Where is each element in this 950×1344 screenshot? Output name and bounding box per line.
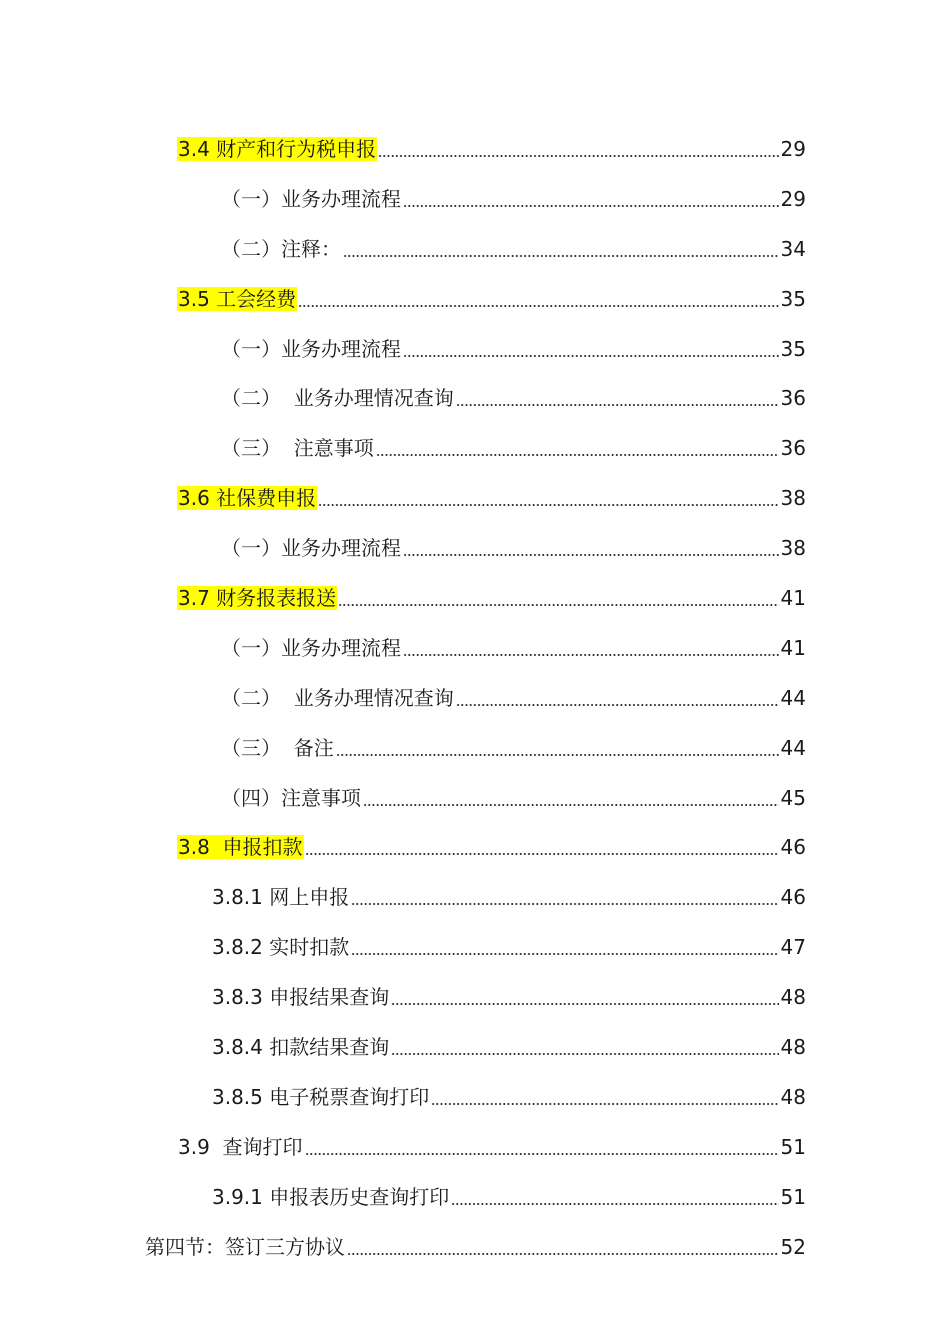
toc-entry[interactable] bbox=[0, 224, 806, 274]
toc-dot-leader bbox=[347, 1253, 779, 1255]
toc-page-number: 35 bbox=[780, 286, 806, 311]
toc-entry[interactable] bbox=[0, 573, 806, 623]
toc-entry-title: （三） 注意事项 bbox=[221, 436, 374, 461]
toc-entry-title: （二） 业务办理情况查询 bbox=[221, 386, 454, 411]
toc-entry-title: （三） 备注 bbox=[221, 735, 334, 760]
toc-dot-leader bbox=[298, 305, 778, 307]
toc-dot-leader bbox=[351, 953, 778, 955]
toc-entry-title: 3.9 查询打印 bbox=[178, 1134, 303, 1159]
toc-entry[interactable] bbox=[0, 922, 806, 972]
toc-entry-title: 3.8.1 网上申报 bbox=[212, 885, 350, 910]
toc-dot-leader bbox=[305, 853, 779, 855]
toc-page-number: 36 bbox=[780, 436, 806, 461]
toc-entry-title: （二） 业务办理情况查询 bbox=[221, 685, 454, 710]
toc-page-number: 46 bbox=[780, 835, 806, 860]
toc-page-number: 44 bbox=[780, 685, 806, 710]
toc-page-number: 44 bbox=[780, 735, 806, 760]
toc-entry-title: （一）业务办理流程 bbox=[221, 536, 401, 561]
toc-dot-leader bbox=[376, 454, 779, 456]
toc-dot-leader bbox=[318, 504, 778, 506]
toc-dot-leader bbox=[336, 754, 779, 756]
toc-dot-leader bbox=[363, 804, 779, 806]
toc-entry-title: （一）业务办理流程 bbox=[221, 336, 401, 361]
toc-entry-title: 3.9.1 申报表历史查询打印 bbox=[212, 1184, 450, 1209]
toc-entry[interactable] bbox=[0, 373, 806, 423]
toc-page-number: 29 bbox=[780, 186, 806, 211]
toc-page-number: 51 bbox=[780, 1134, 806, 1159]
toc-entry[interactable] bbox=[0, 274, 806, 324]
toc-dot-leader bbox=[378, 155, 778, 157]
toc-entry[interactable] bbox=[0, 673, 806, 723]
toc-dot-leader bbox=[431, 1103, 778, 1105]
toc-page-number: 35 bbox=[780, 336, 806, 361]
toc-page-number: 41 bbox=[780, 635, 806, 660]
toc-page-number: 48 bbox=[780, 985, 806, 1010]
toc-dot-leader bbox=[351, 903, 778, 905]
toc-page-number: 45 bbox=[780, 785, 806, 810]
table-of-contents bbox=[0, 124, 950, 1271]
toc-page-number: 34 bbox=[780, 236, 806, 261]
toc-entry[interactable] bbox=[0, 972, 806, 1022]
toc-dot-leader bbox=[456, 404, 779, 406]
toc-entry[interactable] bbox=[0, 822, 806, 872]
toc-entry[interactable] bbox=[0, 723, 806, 773]
toc-page-number: 46 bbox=[780, 885, 806, 910]
toc-dot-leader bbox=[338, 604, 778, 606]
toc-entry-title: 3.8.2 实时扣款 bbox=[212, 935, 350, 960]
toc-page-number: 48 bbox=[780, 1084, 806, 1109]
toc-dot-leader bbox=[343, 255, 779, 257]
toc-entry-title: （一）业务办理流程 bbox=[221, 186, 401, 211]
toc-page-number: 38 bbox=[780, 486, 806, 511]
toc-entry-title: （四）注意事项 bbox=[221, 785, 361, 810]
toc-dot-leader bbox=[391, 1003, 778, 1005]
toc-entry-title: 3.8 申报扣款 bbox=[178, 835, 303, 860]
toc-entry[interactable] bbox=[0, 872, 806, 922]
toc-entry[interactable] bbox=[0, 324, 806, 374]
toc-entry[interactable] bbox=[0, 124, 806, 174]
toc-page-number: 41 bbox=[780, 585, 806, 610]
toc-entry-title: 3.8.4 扣款结果查询 bbox=[212, 1034, 390, 1059]
toc-page-number: 51 bbox=[780, 1184, 806, 1209]
toc-entry-title: 3.6 社保费申报 bbox=[178, 486, 317, 511]
toc-page-number: 52 bbox=[780, 1234, 806, 1259]
toc-entry[interactable] bbox=[0, 174, 806, 224]
toc-entry-title: 3.8.3 申报结果查询 bbox=[212, 985, 390, 1010]
toc-entry[interactable] bbox=[0, 473, 806, 523]
toc-dot-leader bbox=[403, 205, 779, 207]
toc-dot-leader bbox=[305, 1153, 779, 1155]
toc-entry-title: 3.8.5 电子税票查询打印 bbox=[212, 1084, 430, 1109]
toc-entry[interactable] bbox=[0, 1072, 806, 1122]
toc-entry[interactable] bbox=[0, 523, 806, 573]
toc-entry-title: 第四节：签订三方协议 bbox=[145, 1234, 345, 1259]
toc-entry[interactable] bbox=[0, 623, 806, 673]
toc-dot-leader bbox=[403, 554, 779, 556]
toc-dot-leader bbox=[451, 1203, 778, 1205]
toc-dot-leader bbox=[403, 654, 779, 656]
toc-page-number: 47 bbox=[780, 935, 806, 960]
toc-entry-title: 3.4 财产和行为税申报 bbox=[178, 136, 377, 161]
toc-page-number: 29 bbox=[780, 136, 806, 161]
toc-entry[interactable] bbox=[0, 1172, 806, 1222]
toc-entry[interactable] bbox=[0, 773, 806, 823]
toc-entry[interactable] bbox=[0, 423, 806, 473]
toc-entry[interactable] bbox=[0, 1022, 806, 1072]
toc-entry-title: （一）业务办理流程 bbox=[221, 635, 401, 660]
toc-entry-title: （二）注释： bbox=[221, 236, 341, 261]
toc-entry[interactable] bbox=[0, 1122, 806, 1172]
toc-entry-title: 3.7 财务报表报送 bbox=[178, 585, 337, 610]
toc-dot-leader bbox=[403, 355, 779, 357]
toc-entry-title: 3.5 工会经费 bbox=[178, 286, 297, 311]
toc-page-number: 36 bbox=[780, 386, 806, 411]
toc-dot-leader bbox=[456, 704, 779, 706]
toc-page-number: 48 bbox=[780, 1034, 806, 1059]
toc-page-number: 38 bbox=[780, 536, 806, 561]
toc-dot-leader bbox=[391, 1053, 778, 1055]
toc-entry[interactable] bbox=[0, 1222, 806, 1272]
